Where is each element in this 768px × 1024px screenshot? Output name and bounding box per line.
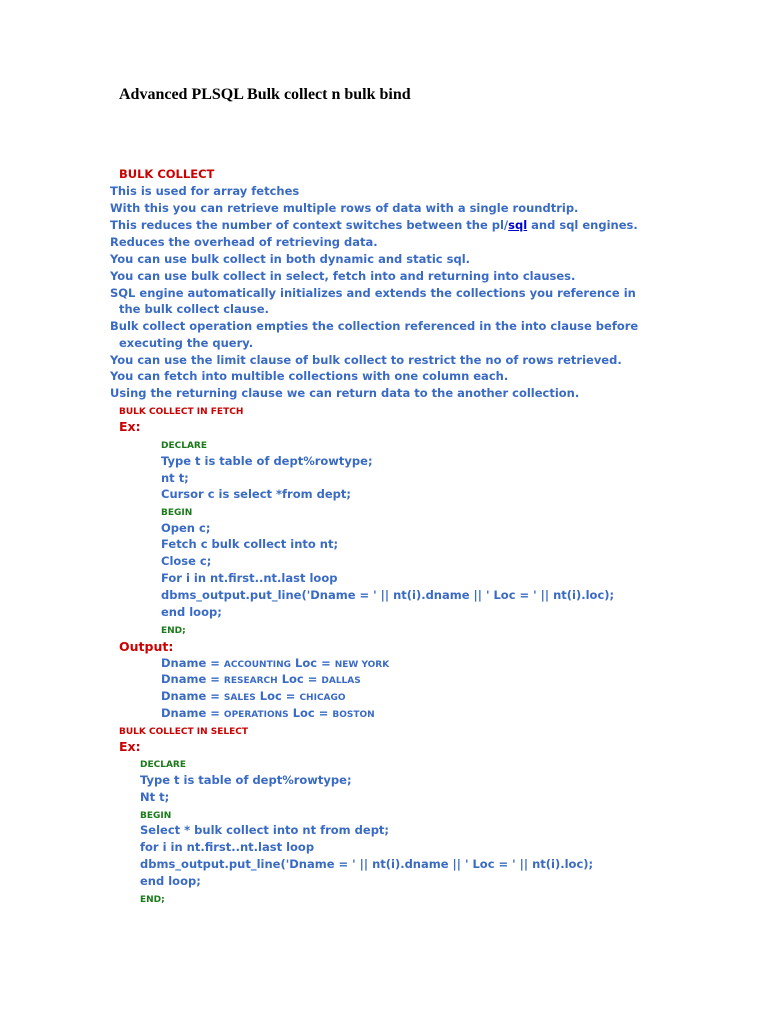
bullet-item: This reduces the number of context switches between the pl/sql and sql engines.	[110, 218, 638, 232]
bullet-item: You can use the limit clause of bulk collect to restrict the no of rows retrieved.	[110, 353, 622, 367]
bullet-continuation: the bulk collect clause.	[119, 302, 269, 316]
bullet-item: You can fetch into multible collections with one column each.	[110, 369, 509, 383]
output-row: Dname = RESEARCH Loc = DALLAS	[161, 672, 361, 686]
fetch-ex-label: Ex:	[119, 419, 141, 434]
output-row: Dname = ACCOUNTING Loc = NEW YORK	[161, 656, 390, 670]
sql-link[interactable]: sql	[508, 218, 528, 232]
bullet-item: SQL engine automatically initializes and extends the collections you reference in	[110, 286, 636, 300]
bullet-item: This is used for array fetches	[110, 184, 300, 198]
output-label: Output:	[119, 639, 174, 654]
output-row: Dname = SALES Loc = CHICAGO	[161, 689, 346, 703]
fetch-declare-keyword: DECLARE	[161, 441, 208, 451]
bullet-item: You can use bulk collect in select, fetch into and returning into clauses.	[110, 269, 576, 283]
code-line: Nt t;	[140, 790, 170, 804]
code-line: nt t;	[161, 471, 189, 485]
code-line: Open c;	[161, 521, 211, 535]
select-end-keyword: END;	[140, 895, 165, 905]
fetch-begin-keyword: BEGIN	[161, 508, 193, 518]
code-line: dbms_output.put_line('Dname = ' || nt(i).dname || ' Loc = ' || nt(i).loc);	[161, 588, 615, 602]
bullet-item: Reduces the overhead of retrieving data.	[110, 235, 378, 249]
bullet-item: With this you can retrieve multiple rows of data with a single roundtrip.	[110, 201, 579, 215]
fetch-example-label: BULK COLLECT IN FETCH	[119, 407, 244, 417]
select-declare-keyword: DECLARE	[140, 760, 187, 770]
select-ex-label: Ex:	[119, 739, 141, 754]
fetch-end-keyword: END;	[161, 626, 186, 636]
bullet-item: You can use bulk collect in both dynamic and static sql.	[110, 252, 471, 266]
page-title: Advanced PLSQL Bulk collect n bulk bind	[119, 86, 411, 103]
section-heading: BULK COLLECT	[119, 167, 215, 181]
output-row: Dname = OPERATIONS Loc = BOSTON	[161, 706, 375, 720]
code-line: Select * bulk collect into nt from dept;	[140, 823, 390, 837]
code-line: Close c;	[161, 554, 212, 568]
code-line: for i in nt.first..nt.last loop	[140, 840, 315, 854]
bullet-continuation: executing the query.	[119, 336, 254, 350]
select-example-label: BULK COLLECT IN SELECT	[119, 727, 249, 737]
code-line: Type t is table of dept%rowtype;	[140, 773, 352, 787]
code-line: Fetch c bulk collect into nt;	[161, 537, 339, 551]
code-line: Type t is table of dept%rowtype;	[161, 454, 373, 468]
code-line: Cursor c is select *from dept;	[161, 487, 351, 501]
code-line: end loop;	[140, 874, 201, 888]
select-begin-keyword: BEGIN	[140, 811, 172, 821]
code-line: end loop;	[161, 605, 222, 619]
code-line: For i in nt.first..nt.last loop	[161, 571, 338, 585]
bullet-item: Bulk collect operation empties the collection referenced in the into clause before	[110, 319, 639, 333]
bullet-item: Using the returning clause we can return data to the another collection.	[110, 386, 580, 400]
code-line: dbms_output.put_line('Dname = ' || nt(i).dname || ' Loc = ' || nt(i).loc);	[140, 857, 594, 871]
